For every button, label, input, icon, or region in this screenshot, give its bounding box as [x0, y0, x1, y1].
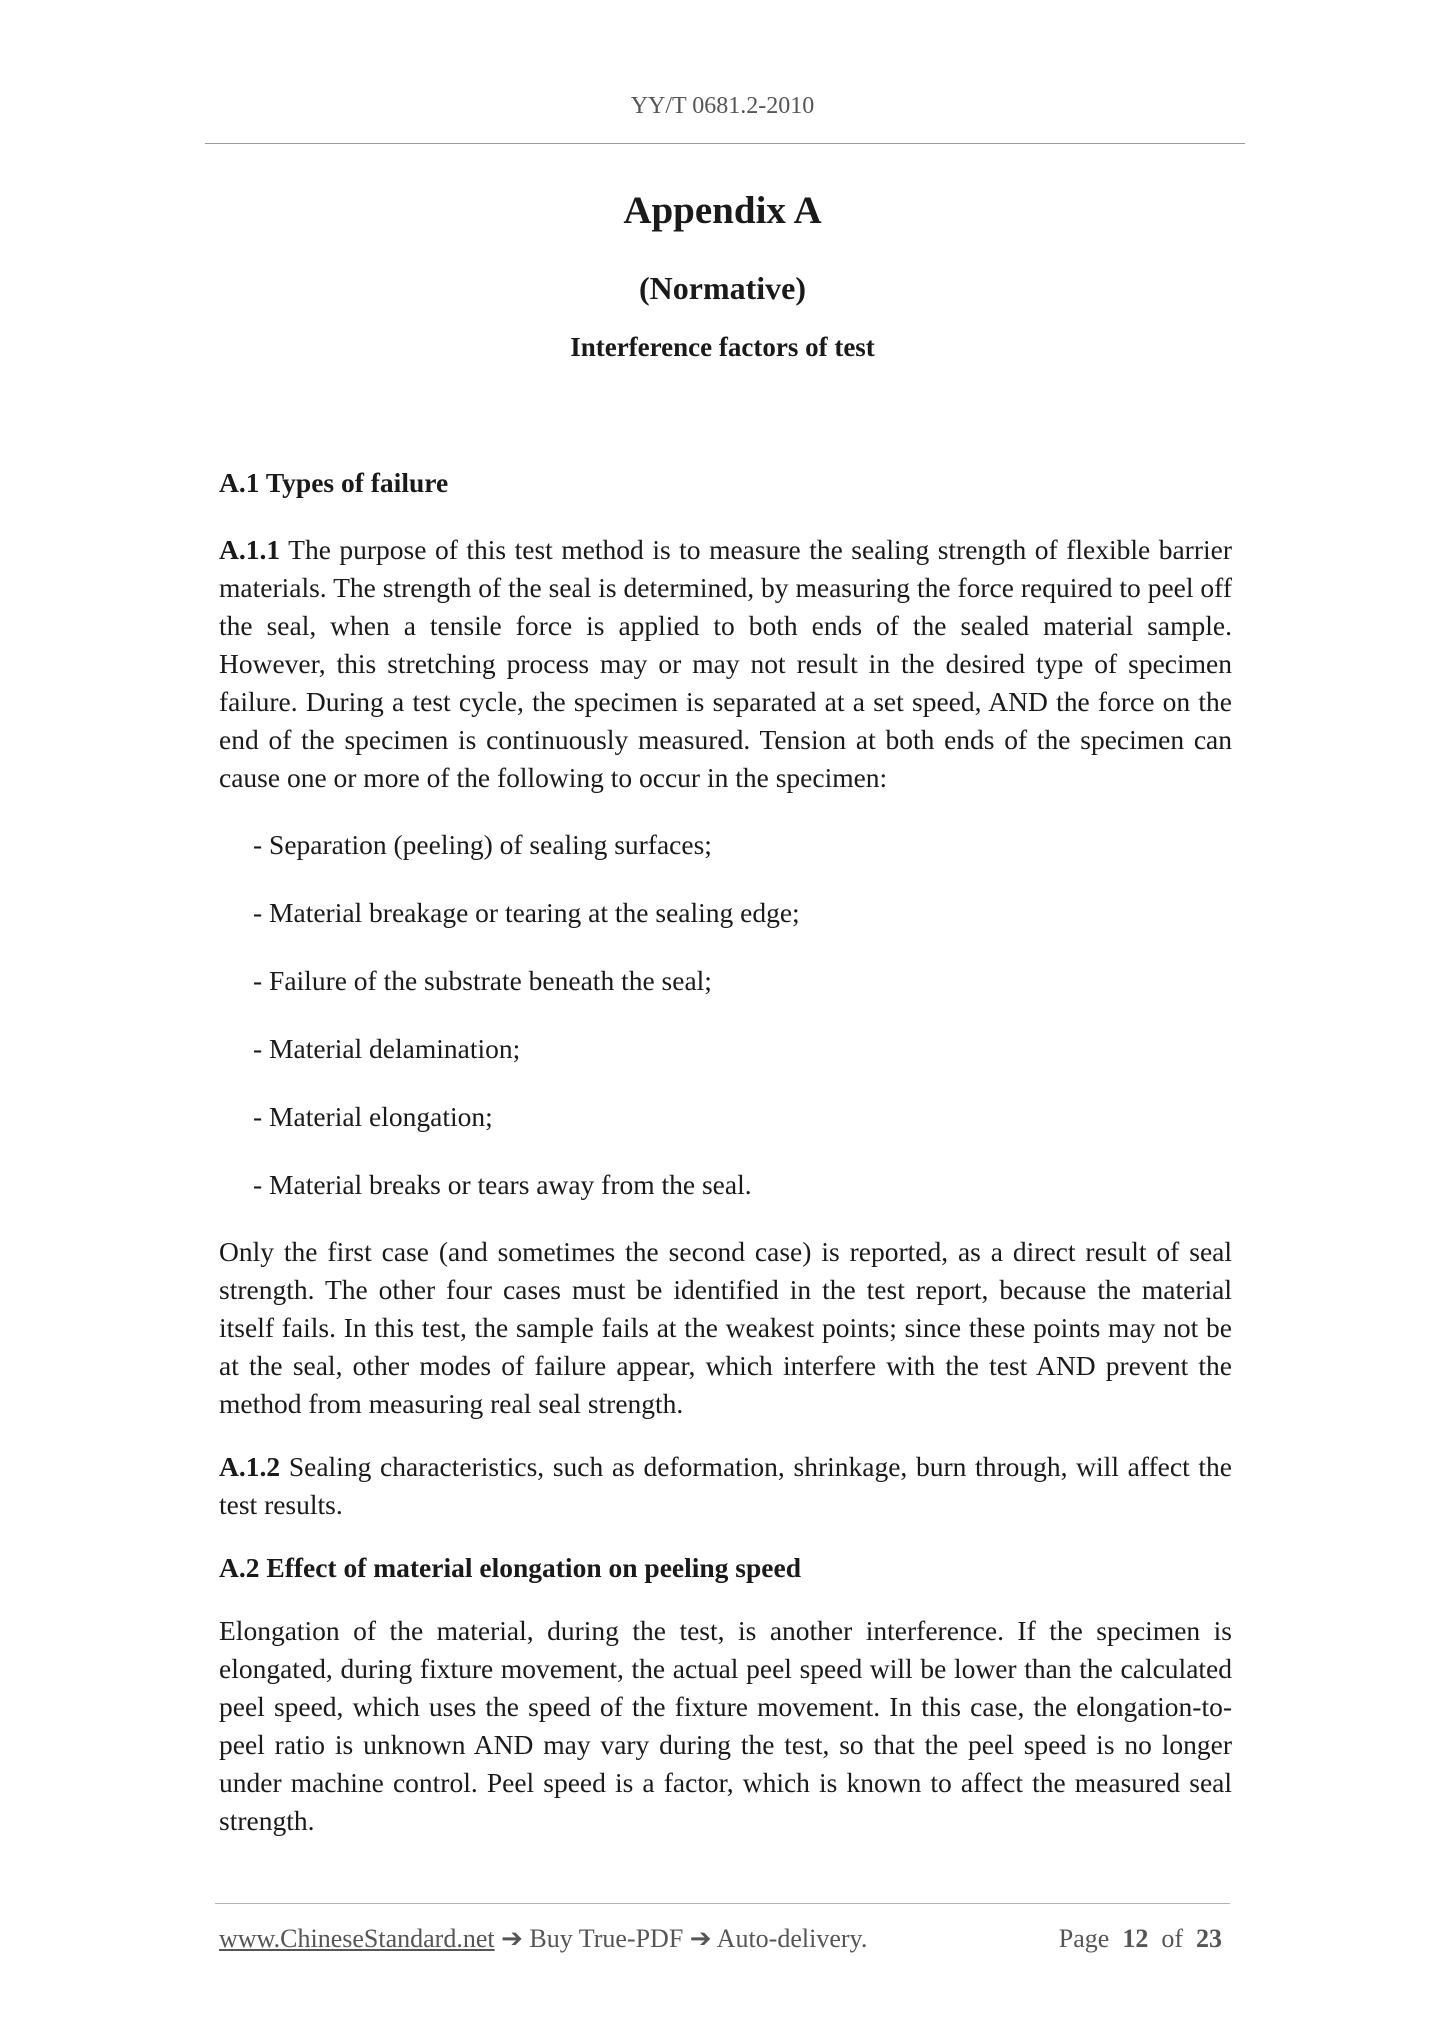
arrow-icon: ➔	[501, 1924, 523, 1953]
appendix-heading: Interference factors of test	[570, 332, 875, 362]
list-item: - Material breakage or tearing at the sealing edge;	[253, 897, 800, 928]
paragraph-a11-text: The purpose of this test method is to measure the sealing strength of flexible barrier materials. The strength of the seal is determined, by measuring the force required to peel off the seal, when a tensile force is applied to both ends of the sealed material sample. However, this stretching process may or may not result in the desired type of specimen failure. During a test cycle, the specimen is separated at a set speed, AND the force on the end of the specimen is continuously measured. Tension at both ends of the specimen can cause one or more of the following to occur in the specimen:	[219, 534, 1232, 793]
paragraph-a11	[219, 531, 1232, 797]
of-word: of	[1161, 1924, 1183, 1953]
section-a2-heading: A.2 Effect of material elongation on peeling speed	[219, 1552, 802, 1583]
page-number	[1059, 1924, 1222, 1954]
current-page: 12	[1122, 1924, 1149, 1953]
auto-delivery-text: Auto-delivery.	[716, 1924, 868, 1953]
header-divider	[205, 143, 1245, 144]
section-a1-heading: A.1 Types of failure	[219, 467, 449, 498]
appendix-title: Appendix A	[623, 189, 822, 232]
paragraph-a12-text: Sealing characteristics, such as deformation, shrinkage, burn through, will affect the test results.	[219, 1451, 1233, 1520]
clause-label-a11: A.1.1	[219, 534, 281, 565]
failure-types-list	[219, 826, 1232, 1204]
page-body	[219, 464, 1232, 1840]
footer-divider	[215, 1903, 1230, 1904]
document-id-header: YY/T 0681.2-2010	[630, 93, 815, 119]
buy-pdf-text: Buy True-PDF	[529, 1924, 684, 1953]
clause-label-a12: A.1.2	[219, 1451, 281, 1482]
total-pages: 23	[1196, 1924, 1222, 1953]
list-item: - Separation (peeling) of sealing surfaces;	[253, 829, 712, 860]
website-link[interactable]: www.ChineseStandard.net	[219, 1924, 495, 1953]
list-item: - Material breaks or tears away from the seal.	[253, 1169, 752, 1200]
arrow-icon: ➔	[689, 1924, 712, 1953]
appendix-subtitle: (Normative)	[638, 270, 807, 306]
list-item: - Failure of the substrate beneath the seal;	[253, 965, 712, 996]
page-footer	[219, 1924, 1232, 1954]
list-item: - Material delamination;	[253, 1033, 521, 1064]
paragraph-a12	[219, 1448, 1232, 1524]
paragraph-only-first-case: Only the first case (and sometimes the second case) is reported, as a direct result of seal strength. The other four cases must be identified in the test report, because the material itself fails. In this test, the sample fails at the weakest points; since these points may not be at the seal, other modes of failure appear, which interfere with the test AND prevent the method from measuring real seal strength.	[219, 1236, 1232, 1419]
page-word: Page	[1058, 1924, 1110, 1953]
list-item: - Material elongation;	[253, 1101, 493, 1132]
paragraph-a2: Elongation of the material, during the test, is another interference. If the specimen is elongated, during fixture movement, the actual peel speed will be lower than the calculated peel speed, which uses the speed of the fixture movement. In this case, the elongation-to-peel ratio is unknown AND may vary during the test, so that the peel speed is no longer under machine control. Peel speed is a factor, which is known to affect the measured seal strength.	[219, 1615, 1232, 1836]
